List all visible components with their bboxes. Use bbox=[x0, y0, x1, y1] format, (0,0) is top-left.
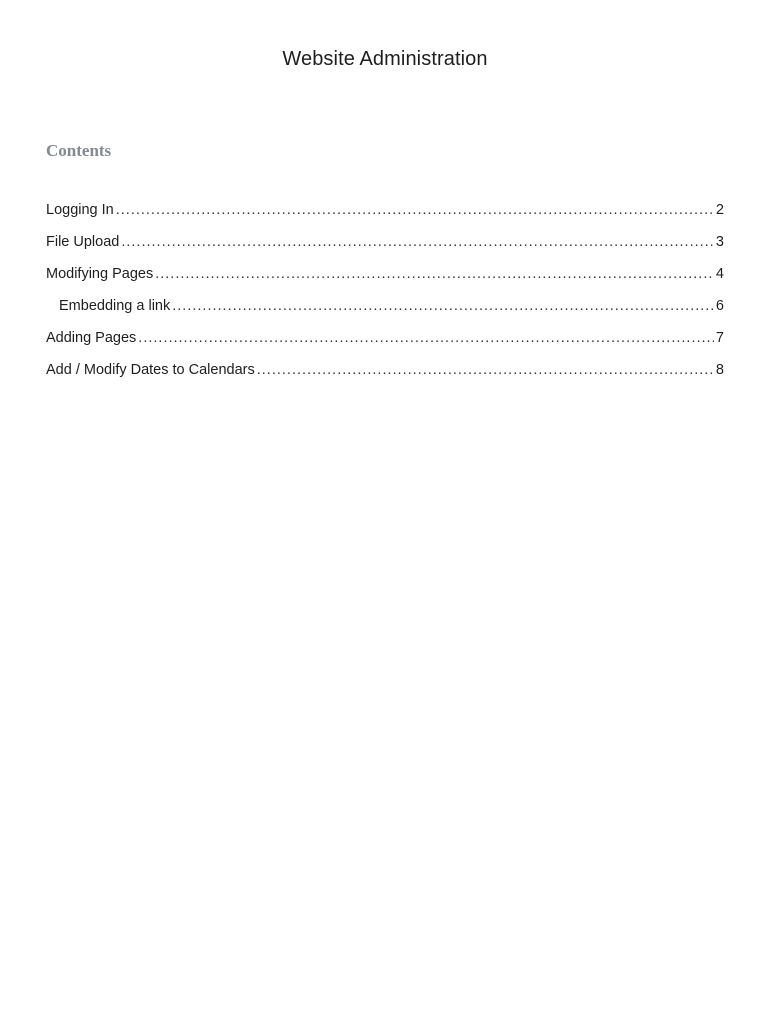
toc-entry-modifying-pages[interactable] bbox=[46, 266, 724, 298]
toc-entry-adding-pages[interactable] bbox=[46, 330, 724, 362]
toc-entry-label[interactable]: Adding Pages bbox=[46, 330, 137, 346]
toc-dot-leader bbox=[138, 330, 714, 346]
toc-entry-label[interactable]: Add / Modify Dates to Calendars bbox=[46, 362, 255, 378]
toc-dot-leader bbox=[257, 362, 714, 378]
toc-entry-page-number[interactable]: 6 bbox=[715, 298, 724, 314]
document-title: Website Administration bbox=[282, 48, 488, 70]
toc-entry-embedding-a-link[interactable] bbox=[46, 298, 724, 330]
toc-entry-label[interactable]: File Upload bbox=[46, 234, 120, 250]
table-of-contents bbox=[46, 202, 724, 394]
toc-entry-page-number[interactable]: 4 bbox=[715, 266, 724, 282]
toc-entry-label[interactable]: Logging In bbox=[46, 202, 114, 218]
toc-entry-label[interactable]: Embedding a link bbox=[59, 298, 171, 314]
toc-dot-leader bbox=[155, 266, 714, 282]
toc-dot-leader bbox=[172, 298, 714, 314]
toc-entry-file-upload[interactable] bbox=[46, 234, 724, 266]
toc-entry-add-modify-dates[interactable] bbox=[46, 362, 724, 394]
toc-entry-logging-in[interactable] bbox=[46, 202, 724, 234]
toc-entry-page-number[interactable]: 3 bbox=[715, 234, 724, 250]
toc-dot-leader bbox=[121, 234, 714, 250]
toc-entry-page-number[interactable]: 8 bbox=[715, 362, 724, 378]
toc-entry-page-number[interactable]: 2 bbox=[715, 202, 724, 218]
toc-heading: Contents bbox=[46, 141, 112, 160]
toc-dot-leader bbox=[116, 202, 714, 218]
toc-entry-page-number[interactable]: 7 bbox=[715, 330, 724, 346]
toc-entry-label[interactable]: Modifying Pages bbox=[46, 266, 154, 282]
